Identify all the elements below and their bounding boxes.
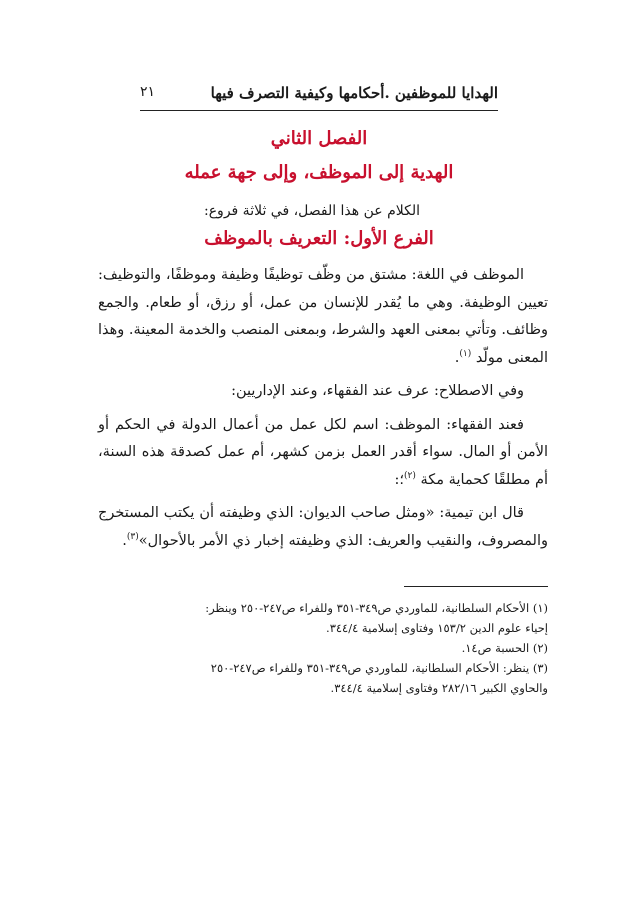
paragraph-text: فعند الفقهاء: الموظف: اسم لكل عمل من أعمال الدولة في الحكم أو الأمن أو المال. سواء أقدر العمل بزمن كشهر، أم عمل كصدقة هذه السنة، أم مطلقًا كحماية مكة [98,416,548,488]
paragraph-end: . [122,532,127,549]
paragraph-end: ؛: [394,471,405,488]
paragraph-ibn-taymiyyah-quote [98,500,548,555]
running-header [140,84,498,111]
footnote-ref-1[interactable]: (١) [459,348,472,359]
footnote-1: (١) الأحكام السلطانية، للماوردي ص٣٤٩-٣٥١ وللفراء ص٢٤٧-٢٥٠ وينظر: [205,601,548,615]
footnote-2: (٢) الحسبة ص١٤. [461,641,548,655]
footnote-ref-3[interactable]: (٣) [126,531,139,542]
paragraph-jurists-definition [98,412,548,495]
chapter-subtitle: الهدية إلى الموظف، وإلى جهة عمله [184,162,454,183]
footnote-3-continued: والحاوي الكبير ٢٨٢/١٦ وفتاوى إسلامية ٣٤٤/٤. [330,681,548,695]
footnote-3: (٣) ينظر: الأحكام السلطانية، للماوردي ص٣٤٩-٣٥١ وللفراء ص٢٤٧-٢٥٠ [210,661,548,675]
paragraph-technical-definition [98,378,548,406]
page-number: ٢١ [140,84,156,100]
footnote-separator [404,586,548,587]
chapter-title: الفصل الثاني [270,128,368,149]
footnotes [93,598,548,698]
paragraph-text: قال ابن تيمية: «ومثل صاحب الديوان: الذي وظيفته أن يكتب المستخرج والمصروف، والنقيب والعريف: الذي وظيفته إخبار ذي الأمر بالأحوال» [98,505,548,549]
intro-line: الكلام عن هذا الفصل، في ثلاثة فروع: [203,203,420,219]
paragraph-linguistic-definition [98,262,548,372]
paragraph-text: الموظف في اللغة: مشتق من وظّف توظيفًا وظيفة وموظفًا، والتوظيف: تعيين الوظيفة. وهي ما يُقدر للإنسان من عمل، أو رزق، أو طعام. والجمع وظائف. وتأتي بمعنى العهد والشرط، وبمعنى المنصب والخدمة المعينة. وهذا المعنى مولّد [98,267,548,366]
footnote-1-continued: إحياء علوم الدين ١٥٣/٢ وفتاوى إسلامية ٣٤٤/٤. [326,621,548,635]
paragraph-text: وفي الاصطلاح: عرف عند الفقهاء، وعند الإداريين: [231,383,524,399]
body-text [98,262,548,555]
running-title: الهدايا للموظفين .أحكامها وكيفية التصرف فيها [210,84,498,102]
paragraph-end: . [454,349,460,366]
footnote-ref-2[interactable]: (٢) [404,470,416,481]
section-heading: الفرع الأول: التعريف بالموظف [204,228,434,249]
